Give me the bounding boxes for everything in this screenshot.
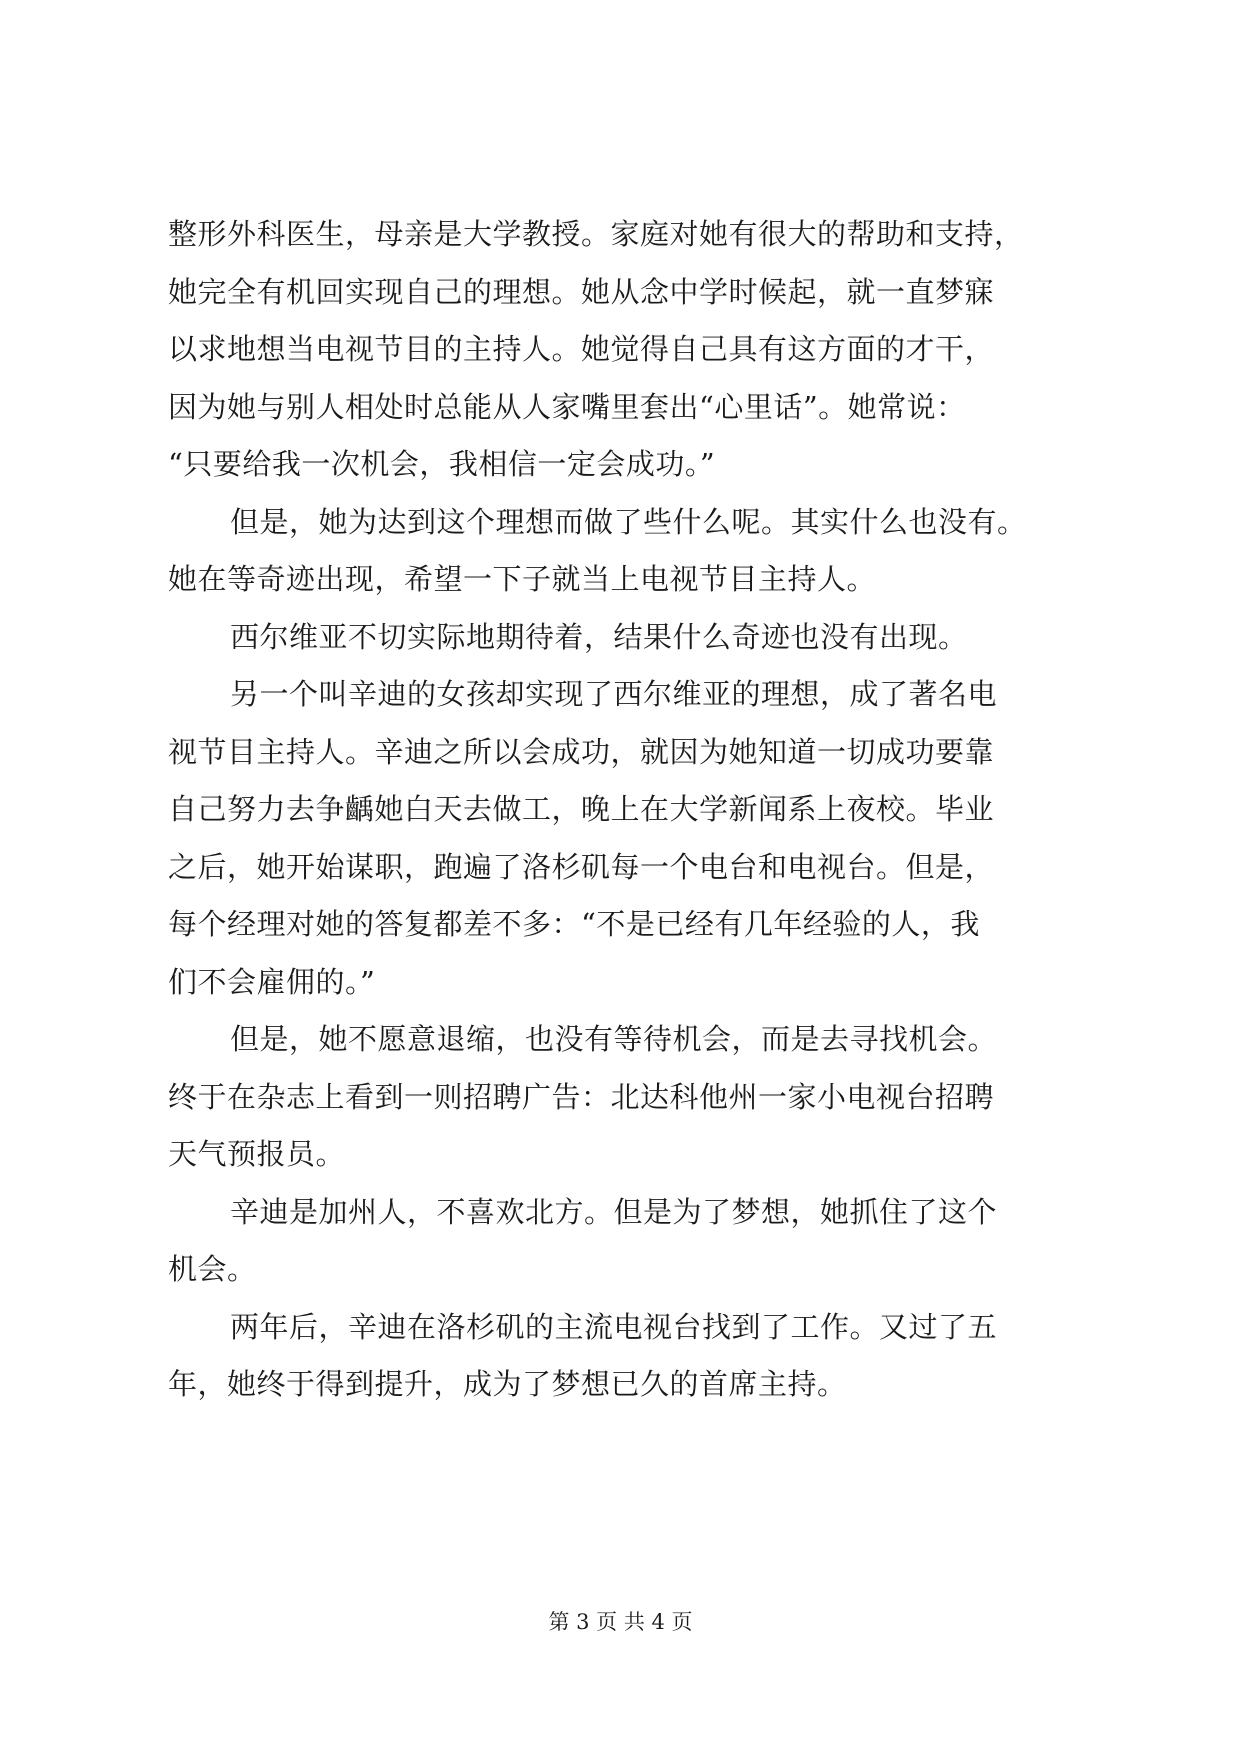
text-line: 她完全有机回实现自己的理想。她从念中学时候起，就一直梦寐 xyxy=(168,274,995,309)
text-line: 她在等奇迹出现，希望一下子就当上电视节目主持人。 xyxy=(168,562,877,596)
body-text xyxy=(168,206,1088,1414)
text-line: 机会。 xyxy=(168,1252,257,1286)
paragraph-first-line: 但是，她为达到这个理想而做了些什么呢。其实什么也没有。 xyxy=(230,504,1027,539)
paragraph-first-line: 但是，她不愿意退缩，也没有等待机会，而是去寻找机会。 xyxy=(230,1022,998,1056)
text-line: 终于在杂志上看到一则招聘广告：北达科他州一家小电视台招聘 xyxy=(168,1079,995,1114)
paragraph-first-line: 辛迪是加州人，不喜欢北方。但是为了梦想，她抓住了这个 xyxy=(230,1194,998,1229)
page-footer: 第 3 页 共 4 页 xyxy=(548,1610,693,1634)
text-line: 自己努力去争齲她白天去做工，晚上在大学新闻系上夜校。毕业 xyxy=(168,792,995,826)
text-line: 之后，她开始谋职，跑遍了洛杉矶每一个电台和电视台。但是， xyxy=(168,849,995,884)
text-line: 以求地想当电视节目的主持人。她觉得自己具有这方面的才干， xyxy=(168,332,995,366)
text-line: 年，她终于得到提升，成为了梦想已久的首席主持。 xyxy=(168,1367,847,1401)
text-line: 天气预报员。 xyxy=(168,1137,346,1171)
text-line: 因为她与别人相处时总能从人家嘴里套出“心里话”。她常说： xyxy=(168,389,966,424)
text-line: 们不会雇佣的。” xyxy=(168,964,376,999)
text-line: 视节目主持人。辛迪之所以会成功，就因为她知道一切成功要靠 xyxy=(168,734,995,769)
text-line: 每个经理对她的答复都差不多：“不是已经有几年经验的人，我 xyxy=(168,907,980,941)
paragraph-first-line: 另一个叫辛迪的女孩却实现了西尔维亚的理想，成了著名电 xyxy=(230,677,998,711)
paragraph-first-line: 两年后，辛迪在洛杉矶的主流电视台找到了工作。又过了五 xyxy=(230,1309,998,1344)
text-line: 整形外科医生，母亲是大学教授。家庭对她有很大的帮助和支持， xyxy=(168,217,1024,251)
text-line: “只要给我一次机会，我相信一定会成功。” xyxy=(168,447,716,481)
paragraph-first-line: 西尔维亚不切实际地期待着，结果什么奇迹也没有出现。 xyxy=(230,619,968,654)
